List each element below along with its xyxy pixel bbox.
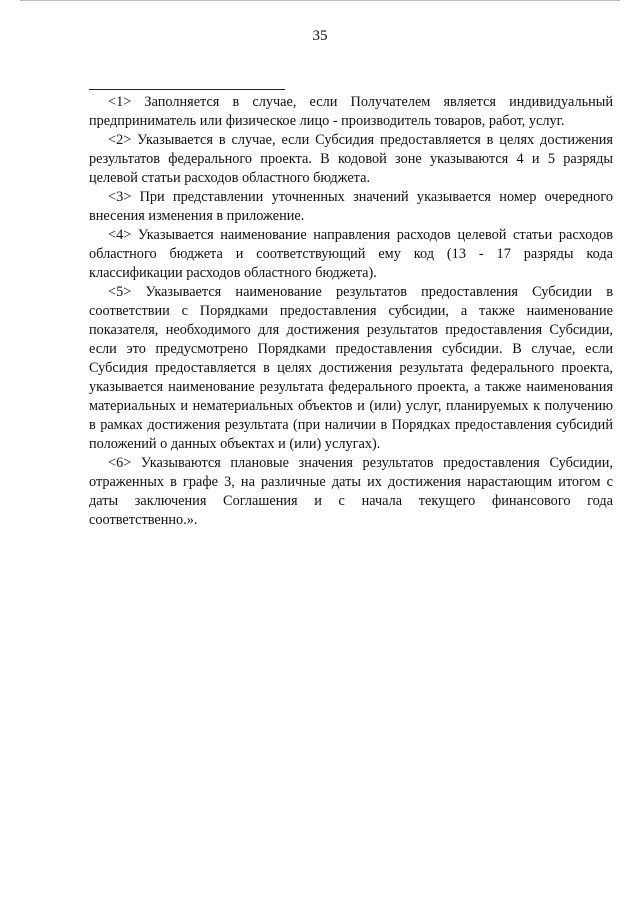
footnote-marker: <6>	[108, 455, 132, 471]
top-edge-rule	[20, 0, 620, 1]
footnote-text: Заполняется в случае, если Получателем является индивидуальный предприниматель или физическое лицо - производитель товаров, работ, услуг.	[89, 94, 614, 129]
footnotes-section	[89, 93, 613, 530]
footnote-6	[89, 454, 613, 530]
footnote-marker: <2>	[108, 132, 132, 148]
footnote-text: Указывается в случае, если Субсидия предоставляется в целях достижения результатов федерального проекта. В кодовой зоне указываются 4 и 5 разряды целевой статьи расходов областного бюджета.	[89, 132, 613, 186]
footnote-marker: <5>	[108, 284, 132, 300]
footnote-1	[89, 93, 613, 131]
page-number: 35	[312, 28, 328, 44]
footnote-marker: <1>	[108, 94, 132, 110]
footnote-5	[89, 283, 613, 454]
footnote-text: При представлении уточненных значений указывается номер очередного внесения изменения в приложение.	[89, 189, 613, 224]
footnote-text: Указывается наименование направления расходов целевой статьи расходов областного бюджета и соответствующий ему код (13 - 17 разряды кода классификации расходов областного бюджета).	[89, 227, 613, 281]
footnote-text: Указывается наименование результатов предоставления Субсидии в соответствии с Порядками предоставления субсидии, а также наименование показателя, необходимого для достижения результатов предоставления Субсидии, если это предусмотрено Порядками предоставления субсидии. В случае, если Субсидия предоставляется в целях достижения результата федерального проекта, указывается наименование результата федерального проекта, а также наименования материальных и нематериальных объектов и (или) услуг, планируемых к получению в рамках достижения результата (при наличии в Порядках предоставления субсидий положений о данных объектах и (или) услугах).	[89, 284, 613, 452]
footnote-4	[89, 226, 613, 283]
footnote-3	[89, 188, 613, 226]
footnote-text: Указываются плановые значения результатов предоставления Субсидии, отраженных в графе 3, на различные даты их достижения нарастающим итогом с даты заключения Соглашения и с начала текущего финансового года соответственно.».	[89, 455, 613, 528]
footnote-2	[89, 131, 613, 188]
footnote-marker: <3>	[108, 189, 132, 205]
footnote-marker: <4>	[108, 227, 132, 243]
footnote-separator	[89, 89, 285, 90]
